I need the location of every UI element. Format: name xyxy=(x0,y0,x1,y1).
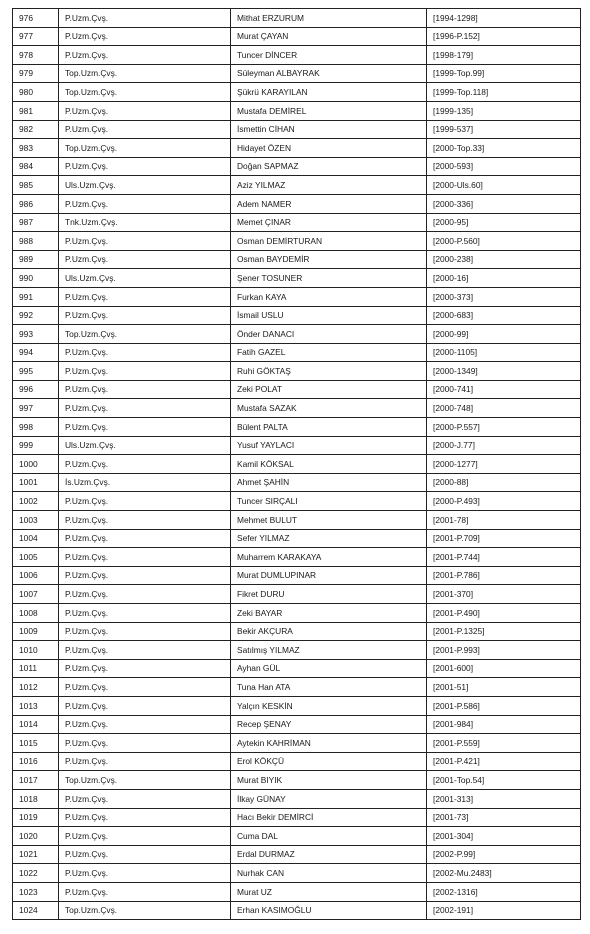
registry-code-cell: [2001-Top.54] xyxy=(427,771,581,790)
row-number-cell: 982 xyxy=(13,120,59,139)
table-row xyxy=(13,715,581,734)
rank-cell: Uls.Uzm.Çvş. xyxy=(59,436,231,455)
row-number-cell: 995 xyxy=(13,362,59,381)
row-number-cell: 998 xyxy=(13,418,59,437)
rank-cell: P.Uzm.Çvş. xyxy=(59,343,231,362)
row-number-cell: 990 xyxy=(13,269,59,288)
registry-code-cell: [1999-Top.118] xyxy=(427,83,581,102)
table-row xyxy=(13,585,581,604)
row-number-cell: 980 xyxy=(13,83,59,102)
name-cell: Zeki BAYAR xyxy=(231,604,427,623)
table-row xyxy=(13,659,581,678)
table-row xyxy=(13,27,581,46)
row-number-cell: 1010 xyxy=(13,641,59,660)
registry-code-cell: [2001-P.993] xyxy=(427,641,581,660)
name-cell: Mustafa SAZAK xyxy=(231,399,427,418)
registry-code-cell: [2001-P.709] xyxy=(427,529,581,548)
row-number-cell: 985 xyxy=(13,176,59,195)
table-row xyxy=(13,436,581,455)
registry-code-cell: [2002-1316] xyxy=(427,882,581,901)
rank-cell: P.Uzm.Çvş. xyxy=(59,27,231,46)
name-cell: Sefer YILMAZ xyxy=(231,529,427,548)
name-cell: Mithat ERZURUM xyxy=(231,9,427,28)
row-number-cell: 992 xyxy=(13,306,59,325)
registry-code-cell: [2000-P.493] xyxy=(427,492,581,511)
registry-code-cell: [2000-238] xyxy=(427,250,581,269)
name-cell: Önder DANACI xyxy=(231,325,427,344)
table-row xyxy=(13,418,581,437)
registry-code-cell: [2001-P.786] xyxy=(427,566,581,585)
row-number-cell: 1011 xyxy=(13,659,59,678)
rank-cell: Top.Uzm.Çvş. xyxy=(59,771,231,790)
row-number-cell: 979 xyxy=(13,64,59,83)
row-number-cell: 986 xyxy=(13,194,59,213)
row-number-cell: 991 xyxy=(13,287,59,306)
registry-code-cell: [2000-1349] xyxy=(427,362,581,381)
rank-cell: P.Uzm.Çvş. xyxy=(59,511,231,530)
row-number-cell: 999 xyxy=(13,436,59,455)
row-number-cell: 983 xyxy=(13,139,59,158)
table-row xyxy=(13,808,581,827)
name-cell: Tuna Han ATA xyxy=(231,678,427,697)
registry-code-cell: [1994-1298] xyxy=(427,9,581,28)
row-number-cell: 997 xyxy=(13,399,59,418)
name-cell: Tuncer SIRÇALI xyxy=(231,492,427,511)
registry-code-cell: [2000-748] xyxy=(427,399,581,418)
rank-cell: P.Uzm.Çvş. xyxy=(59,659,231,678)
table-row xyxy=(13,46,581,65)
table-row xyxy=(13,380,581,399)
name-cell: Ruhi GÖKTAŞ xyxy=(231,362,427,381)
rank-cell: P.Uzm.Çvş. xyxy=(59,641,231,660)
rank-cell: P.Uzm.Çvş. xyxy=(59,604,231,623)
rank-cell: P.Uzm.Çvş. xyxy=(59,455,231,474)
rank-cell: P.Uzm.Çvş. xyxy=(59,306,231,325)
registry-code-cell: [2001-304] xyxy=(427,827,581,846)
registry-code-cell: [1998-179] xyxy=(427,46,581,65)
name-cell: Murat ÇAYAN xyxy=(231,27,427,46)
name-cell: Mustafa DEMİREL xyxy=(231,101,427,120)
registry-code-cell: [2000-593] xyxy=(427,157,581,176)
rank-cell: P.Uzm.Çvş. xyxy=(59,287,231,306)
table-row xyxy=(13,139,581,158)
table-row xyxy=(13,845,581,864)
rank-cell: P.Uzm.Çvş. xyxy=(59,864,231,883)
rank-cell: P.Uzm.Çvş. xyxy=(59,696,231,715)
table-row xyxy=(13,641,581,660)
table-row xyxy=(13,864,581,883)
rank-cell: P.Uzm.Çvş. xyxy=(59,752,231,771)
table-row xyxy=(13,157,581,176)
table-row xyxy=(13,101,581,120)
document-page xyxy=(12,8,580,920)
personnel-table-body xyxy=(13,9,581,920)
name-cell: Zeki POLAT xyxy=(231,380,427,399)
row-number-cell: 1005 xyxy=(13,548,59,567)
name-cell: Hacı Bekir DEMİRCİ xyxy=(231,808,427,827)
registry-code-cell: [1999-Top.99] xyxy=(427,64,581,83)
name-cell: Hidayet ÖZEN xyxy=(231,139,427,158)
name-cell: Murat DUMLUPINAR xyxy=(231,566,427,585)
rank-cell: İs.Uzm.Çvş. xyxy=(59,473,231,492)
registry-code-cell: [2000-741] xyxy=(427,380,581,399)
name-cell: Ahmet ŞAHİN xyxy=(231,473,427,492)
row-number-cell: 988 xyxy=(13,232,59,251)
rank-cell: P.Uzm.Çvş. xyxy=(59,827,231,846)
table-row xyxy=(13,789,581,808)
name-cell: Bülent PALTA xyxy=(231,418,427,437)
table-row xyxy=(13,325,581,344)
row-number-cell: 993 xyxy=(13,325,59,344)
registry-code-cell: [2002-Mu.2483] xyxy=(427,864,581,883)
name-cell: Bekir AKÇURA xyxy=(231,622,427,641)
name-cell: Tuncer DİNCER xyxy=(231,46,427,65)
rank-cell: Top.Uzm.Çvş. xyxy=(59,901,231,920)
rank-cell: P.Uzm.Çvş. xyxy=(59,622,231,641)
row-number-cell: 1023 xyxy=(13,882,59,901)
rank-cell: P.Uzm.Çvş. xyxy=(59,529,231,548)
registry-code-cell: [2002-P.99] xyxy=(427,845,581,864)
table-row xyxy=(13,83,581,102)
table-row xyxy=(13,734,581,753)
rank-cell: P.Uzm.Çvş. xyxy=(59,548,231,567)
table-row xyxy=(13,194,581,213)
table-row xyxy=(13,752,581,771)
table-row xyxy=(13,213,581,232)
table-row xyxy=(13,827,581,846)
rank-cell: Uls.Uzm.Çvş. xyxy=(59,269,231,288)
name-cell: Şükrü KARAYILAN xyxy=(231,83,427,102)
name-cell: Kamil KÖKSAL xyxy=(231,455,427,474)
name-cell: Osman DEMİRTURAN xyxy=(231,232,427,251)
registry-code-cell: [2000-Uls.60] xyxy=(427,176,581,195)
name-cell: Ayhan GÜL xyxy=(231,659,427,678)
rank-cell: P.Uzm.Çvş. xyxy=(59,566,231,585)
table-row xyxy=(13,511,581,530)
row-number-cell: 1009 xyxy=(13,622,59,641)
rank-cell: P.Uzm.Çvş. xyxy=(59,789,231,808)
row-number-cell: 1006 xyxy=(13,566,59,585)
name-cell: Aziz YILMAZ xyxy=(231,176,427,195)
rank-cell: P.Uzm.Çvş. xyxy=(59,808,231,827)
table-row xyxy=(13,399,581,418)
name-cell: Cuma DAL xyxy=(231,827,427,846)
table-row xyxy=(13,696,581,715)
table-row xyxy=(13,232,581,251)
row-number-cell: 1014 xyxy=(13,715,59,734)
name-cell: Memet ÇINAR xyxy=(231,213,427,232)
table-row xyxy=(13,120,581,139)
rank-cell: P.Uzm.Çvş. xyxy=(59,845,231,864)
rank-cell: P.Uzm.Çvş. xyxy=(59,101,231,120)
registry-code-cell: [2000-1105] xyxy=(427,343,581,362)
name-cell: Osman BAYDEMİR xyxy=(231,250,427,269)
registry-code-cell: [2001-P.559] xyxy=(427,734,581,753)
row-number-cell: 984 xyxy=(13,157,59,176)
registry-code-cell: [2000-336] xyxy=(427,194,581,213)
name-cell: Recep ŞENAY xyxy=(231,715,427,734)
registry-code-cell: [2000-99] xyxy=(427,325,581,344)
name-cell: İsmettin CİHAN xyxy=(231,120,427,139)
name-cell: Şener TOSUNER xyxy=(231,269,427,288)
registry-code-cell: [1996-P.152] xyxy=(427,27,581,46)
row-number-cell: 1007 xyxy=(13,585,59,604)
table-row xyxy=(13,678,581,697)
row-number-cell: 1003 xyxy=(13,511,59,530)
name-cell: Furkan KAYA xyxy=(231,287,427,306)
row-number-cell: 1013 xyxy=(13,696,59,715)
table-row xyxy=(13,473,581,492)
registry-code-cell: [2000-Top.33] xyxy=(427,139,581,158)
table-row xyxy=(13,901,581,920)
rank-cell: P.Uzm.Çvş. xyxy=(59,399,231,418)
table-row xyxy=(13,269,581,288)
name-cell: İlkay GÜNAY xyxy=(231,789,427,808)
row-number-cell: 981 xyxy=(13,101,59,120)
row-number-cell: 1022 xyxy=(13,864,59,883)
row-number-cell: 1002 xyxy=(13,492,59,511)
name-cell: Murat UZ xyxy=(231,882,427,901)
rank-cell: P.Uzm.Çvş. xyxy=(59,678,231,697)
rank-cell: P.Uzm.Çvş. xyxy=(59,46,231,65)
rank-cell: P.Uzm.Çvş. xyxy=(59,250,231,269)
table-row xyxy=(13,771,581,790)
rank-cell: P.Uzm.Çvş. xyxy=(59,585,231,604)
registry-code-cell: [2000-J.77] xyxy=(427,436,581,455)
row-number-cell: 978 xyxy=(13,46,59,65)
rank-cell: P.Uzm.Çvş. xyxy=(59,715,231,734)
name-cell: Mehmet BULUT xyxy=(231,511,427,530)
rank-cell: Top.Uzm.Çvş. xyxy=(59,64,231,83)
row-number-cell: 1000 xyxy=(13,455,59,474)
row-number-cell: 1004 xyxy=(13,529,59,548)
registry-code-cell: [2000-373] xyxy=(427,287,581,306)
rank-cell: P.Uzm.Çvş. xyxy=(59,380,231,399)
name-cell: Nurhak CAN xyxy=(231,864,427,883)
rank-cell: P.Uzm.Çvş. xyxy=(59,882,231,901)
rank-cell: P.Uzm.Çvş. xyxy=(59,157,231,176)
table-row xyxy=(13,287,581,306)
registry-code-cell: [2001-P.490] xyxy=(427,604,581,623)
rank-cell: P.Uzm.Çvş. xyxy=(59,492,231,511)
registry-code-cell: [2002-191] xyxy=(427,901,581,920)
registry-code-cell: [2000-P.557] xyxy=(427,418,581,437)
registry-code-cell: [2001-313] xyxy=(427,789,581,808)
registry-code-cell: [2001-984] xyxy=(427,715,581,734)
rank-cell: P.Uzm.Çvş. xyxy=(59,362,231,381)
name-cell: Murat BIYIK xyxy=(231,771,427,790)
row-number-cell: 1008 xyxy=(13,604,59,623)
name-cell: Aytekin KAHRİMAN xyxy=(231,734,427,753)
row-number-cell: 976 xyxy=(13,9,59,28)
row-number-cell: 996 xyxy=(13,380,59,399)
table-row xyxy=(13,455,581,474)
registry-code-cell: [2001-370] xyxy=(427,585,581,604)
name-cell: İsmail USLU xyxy=(231,306,427,325)
row-number-cell: 1021 xyxy=(13,845,59,864)
name-cell: Satılmış YILMAZ xyxy=(231,641,427,660)
row-number-cell: 994 xyxy=(13,343,59,362)
table-row xyxy=(13,176,581,195)
rank-cell: P.Uzm.Çvş. xyxy=(59,734,231,753)
row-number-cell: 977 xyxy=(13,27,59,46)
registry-code-cell: [2001-73] xyxy=(427,808,581,827)
table-row xyxy=(13,492,581,511)
row-number-cell: 1019 xyxy=(13,808,59,827)
row-number-cell: 1015 xyxy=(13,734,59,753)
registry-code-cell: [2001-P.421] xyxy=(427,752,581,771)
row-number-cell: 989 xyxy=(13,250,59,269)
registry-code-cell: [2001-600] xyxy=(427,659,581,678)
registry-code-cell: [2001-P.1325] xyxy=(427,622,581,641)
table-row xyxy=(13,604,581,623)
name-cell: Doğan SAPMAZ xyxy=(231,157,427,176)
name-cell: Süleyman ALBAYRAK xyxy=(231,64,427,83)
rank-cell: Top.Uzm.Çvş. xyxy=(59,139,231,158)
row-number-cell: 1001 xyxy=(13,473,59,492)
registry-code-cell: [2001-P.744] xyxy=(427,548,581,567)
table-row xyxy=(13,622,581,641)
rank-cell: Tnk.Uzm.Çvş. xyxy=(59,213,231,232)
table-row xyxy=(13,9,581,28)
name-cell: Fatih GAZEL xyxy=(231,343,427,362)
table-row xyxy=(13,250,581,269)
name-cell: Fikret DURU xyxy=(231,585,427,604)
registry-code-cell: [2000-88] xyxy=(427,473,581,492)
row-number-cell: 1012 xyxy=(13,678,59,697)
row-number-cell: 1020 xyxy=(13,827,59,846)
rank-cell: P.Uzm.Çvş. xyxy=(59,194,231,213)
rank-cell: P.Uzm.Çvş. xyxy=(59,9,231,28)
name-cell: Muharrem KARAKAYA xyxy=(231,548,427,567)
table-row xyxy=(13,343,581,362)
row-number-cell: 1016 xyxy=(13,752,59,771)
row-number-cell: 1018 xyxy=(13,789,59,808)
table-row xyxy=(13,882,581,901)
table-row xyxy=(13,566,581,585)
table-row xyxy=(13,362,581,381)
rank-cell: P.Uzm.Çvş. xyxy=(59,232,231,251)
personnel-table xyxy=(12,8,581,920)
name-cell: Adem NAMER xyxy=(231,194,427,213)
rank-cell: P.Uzm.Çvş. xyxy=(59,418,231,437)
registry-code-cell: [2000-16] xyxy=(427,269,581,288)
name-cell: Erol KÖKÇÜ xyxy=(231,752,427,771)
registry-code-cell: [2001-78] xyxy=(427,511,581,530)
rank-cell: Uls.Uzm.Çvş. xyxy=(59,176,231,195)
registry-code-cell: [2001-P.586] xyxy=(427,696,581,715)
row-number-cell: 987 xyxy=(13,213,59,232)
registry-code-cell: [1999-135] xyxy=(427,101,581,120)
row-number-cell: 1017 xyxy=(13,771,59,790)
table-row xyxy=(13,64,581,83)
name-cell: Erdal DURMAZ xyxy=(231,845,427,864)
registry-code-cell: [1999-537] xyxy=(427,120,581,139)
table-row xyxy=(13,529,581,548)
rank-cell: P.Uzm.Çvş. xyxy=(59,120,231,139)
registry-code-cell: [2000-1277] xyxy=(427,455,581,474)
name-cell: Yusuf YAYLACI xyxy=(231,436,427,455)
name-cell: Erhan KASIMOĞLU xyxy=(231,901,427,920)
registry-code-cell: [2000-P.560] xyxy=(427,232,581,251)
name-cell: Yalçın KESKİN xyxy=(231,696,427,715)
row-number-cell: 1024 xyxy=(13,901,59,920)
table-row xyxy=(13,306,581,325)
table-row xyxy=(13,548,581,567)
registry-code-cell: [2000-95] xyxy=(427,213,581,232)
rank-cell: Top.Uzm.Çvş. xyxy=(59,83,231,102)
registry-code-cell: [2001-51] xyxy=(427,678,581,697)
registry-code-cell: [2000-683] xyxy=(427,306,581,325)
rank-cell: Top.Uzm.Çvş. xyxy=(59,325,231,344)
